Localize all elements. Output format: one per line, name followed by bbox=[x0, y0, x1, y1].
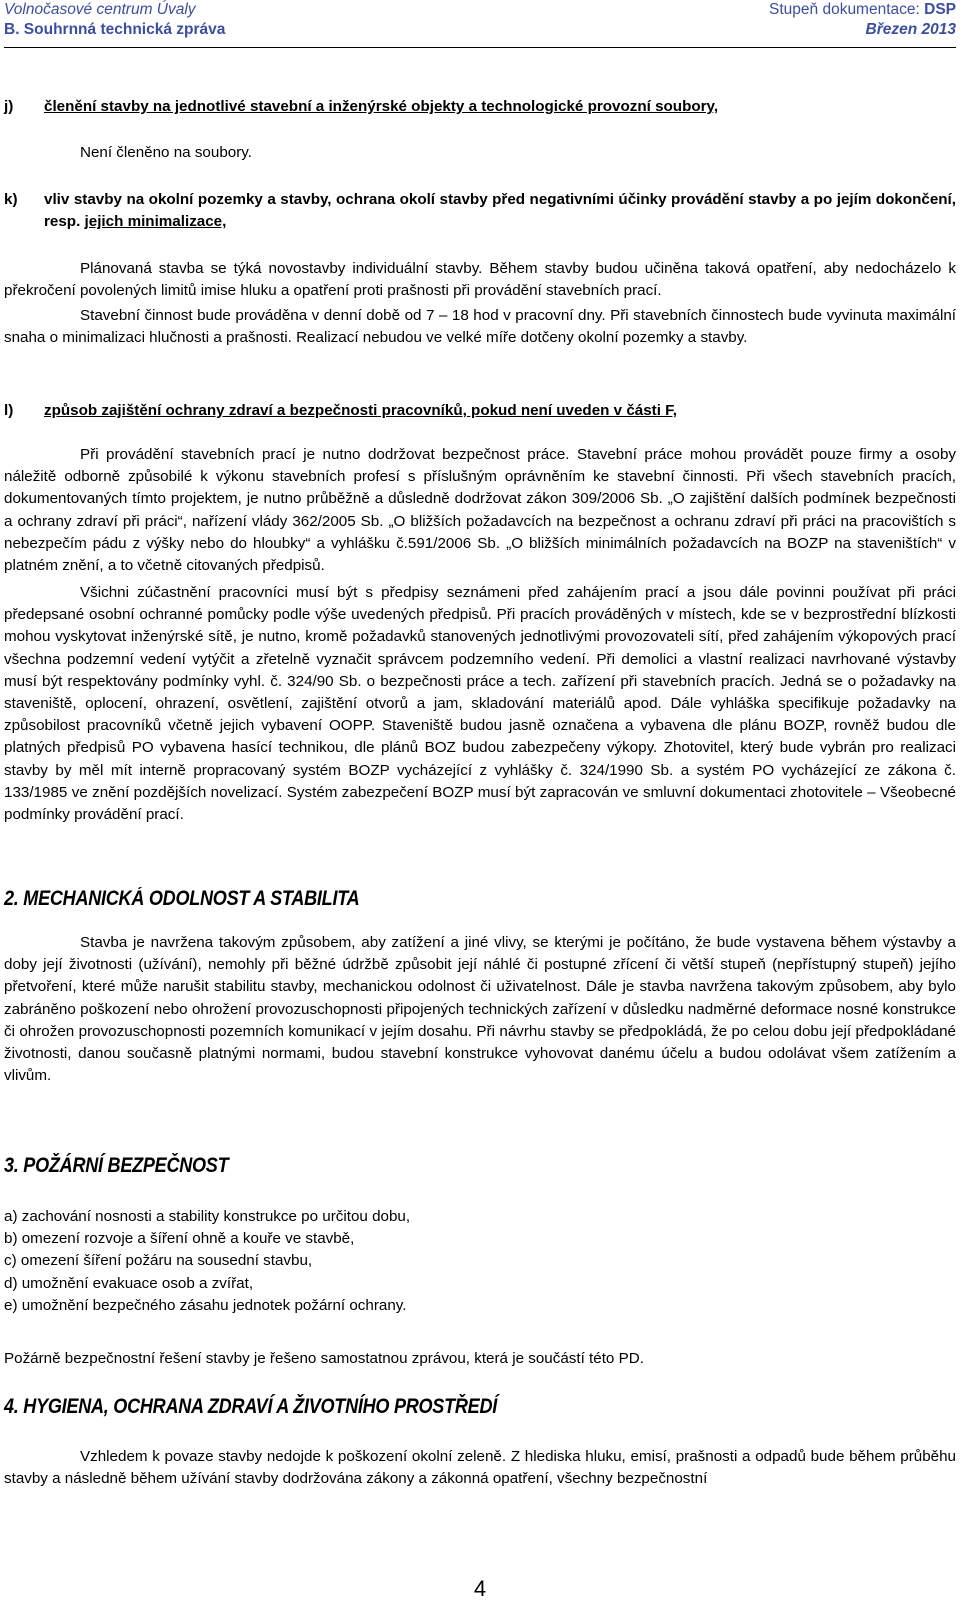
header-organization: Volnočasové centrum Úvaly bbox=[4, 1, 196, 18]
section-4-heading: 4. HYGIENA, OCHRANA ZDRAVÍ A ŽIVOTNÍHO PROSTŘEDÍ bbox=[4, 1395, 497, 1418]
item-k-paragraph-2: Stavební činnost bude prováděna v denní době od 7 – 18 hod v pracovní dny. Při stavebních činnostech bude vyvinuta maximální snaha o minimalizaci hlučnosti a prašnosti. Realizací nebudou ve velké míře dotčeny okolní pozemky a stavby. bbox=[4, 307, 956, 347]
list-item: b) omezení rozvoje a šíření ohně a kouře ve stavbě, bbox=[4, 1230, 355, 1248]
section-2-heading: 2. MECHANICKÁ ODOLNOST A STABILITA bbox=[4, 887, 360, 910]
list-item: e) umožnění bezpečného zásahu jednotek požární ochrany. bbox=[4, 1296, 407, 1314]
header-date: Březen 2013 bbox=[865, 21, 956, 38]
section-2-paragraph: Stavba je navržena takovým způsobem, aby zatížení a jiné vlivy, se kterými je počítáno, že bude vystavena během výstavby a doby její životnosti (užívání), nemohly při běžné údržbě způsobit její náhlé či postupné zřícení či větší stupeň (nepřístupný stupeň) jejího přetvoření, které může narušit stabilitu stavby, mechanickou odolnost či uživatelnost. Dále je stavba navržena takovým způsobem, aby bylo zabráněno poškození nebo ohrožení provozuschopnosti připojených technických zařízení v důsledku nadměrné deformace nosné konstrukce či ohrožen provozuschopnosti pozemních komunikací v jejím dosahu. Při návrhu stavby se předpokládá, že po celou dobu její předpokládané životnosti, danou současně platnými normami, budou stavební konstrukce vyhovovat danému účelu a budou odolávat všem zatížením a vlivům. bbox=[4, 934, 956, 1085]
page-header bbox=[4, 0, 956, 48]
item-l-paragraph-1: Při provádění stavebních prací je nutno dodržovat bezpečnost práce. Stavební práce mohou provádět pouze firmy a osoby náležitě odborně způsobilé k výkonu stavebních profesí s příslušným oprávněním ke stavební činnosti. Při všech stavebních pracích, dokumentovaných tímto projektem, je nutno průběžně a důsledně dodržovat zákon 309/2006 Sb. „O zajištění dalších podmínek bezpečnosti a ochrany zdraví při práci“, nařízení vlády 362/2005 Sb. „O bližších požadavcích na bezpečnost a ochranu zdraví při práci na pracovištích s nebezpečím pádu z výšky nebo do hloubky“ a vyhlášku č.591/2006 Sb. „O bližších minimálních požadavcích na BOZP na staveništích“ v platném znění, a to včetně citovaných předpisů. bbox=[4, 446, 956, 575]
item-k-paragraph-1: Plánovaná stavba se týká novostavby individuální stavby. Během stavby budou učiněna taková opatření, aby nedocházelo k překročení povolených limitů imise hluku a opatření proti prašnosti při provádění stavebních prací. bbox=[4, 260, 956, 300]
page-number: 4 bbox=[473, 1576, 487, 1601]
header-document-title: B. Souhrnná technická zpráva bbox=[4, 21, 226, 38]
list-item: a) zachování nosnosti a stability konstrukce po určitou dobu, bbox=[4, 1208, 411, 1225]
header-stage: Stupeň dokumentace: DSP bbox=[769, 1, 956, 18]
section-3-heading: 3. POŽÁRNÍ BEZPEČNOST bbox=[4, 1154, 229, 1177]
item-j-heading: j) členění stavby na jednotlivé stavební a inženýrské objekty a technologické provozní soubory, bbox=[4, 98, 719, 115]
list-item: c) omezení šíření požáru na sousední stavbu, bbox=[4, 1252, 313, 1270]
section-3-list bbox=[4, 1206, 956, 1317]
list-item: d) umožnění evakuace osob a zvířat, bbox=[4, 1274, 254, 1292]
item-j-text: Není členěno na soubory. bbox=[80, 144, 252, 161]
section-4-paragraph: Vzhledem k povaze stavby nedojde k poškození okolní zeleně. Z hlediska hluku, emisí, prašnosti a odpadů bude během průběhu stavby a následně během užívání stavby dodržována zákony a zákonná opatření, všechny bezpečnostní bbox=[4, 1448, 956, 1488]
item-k-heading: k) vliv stavby na okolní pozemky a stavby, ochrana okolí stavby před negativními účinky provádění stavby a po jejím dokončení, resp. jejich minimalizace, bbox=[4, 191, 956, 231]
item-l-heading: l) způsob zajištění ochrany zdraví a bezpečnosti pracovníků, pokud není uveden v části F, bbox=[4, 402, 677, 419]
item-l-paragraph-2: Všichni zúčastnění pracovníci musí být s předpisy seznámeni před zahájením prací a jsou dále povinni používat při práci předepsané osobní ochranné pomůcky podle výše uvedených předpisů. Při pracích prováděných v místech, kde se v bezprostřední blízkosti mohou vyskytovat inženýrské sítě, je nutno, kromě požadavků stanovených jednotlivými provozovateli sítí, před zahájením výkopových prací všechna podzemní vedení vytýčit a zřetelně vyznačit správcem podzemního vedení. Při demolici a vlastní realizaci navrhované výstavby musí být respektovány podmínky vyhl. č. 324/90 Sb. o bezpečnosti práce a tech. zařízení při stavebních pracích. Jedná se o požadavky na staveniště, oplocení, ohrazení, osvětlení, zajištění otvorů a jam, skladování materiálů apod. Dále vyhláška specifikuje požadavky na způsobilost pracovníků včetně jejich vybavení OOPP. Staveniště budou jasně označena a vybavena dle plánu BOZP, rovněž budou dle platných předpisů PO vybavena hasící technikou, dle plánů BOZ budou zabezpečeny výkopy. Zhotovitel, který bude vybrán pro realizaci stavby by měl mít interně propracovaný systém BOZP vycházející z vyhlášky č. 324/1990 Sb. a systém PO vycházející ze zákona č. 133/1985 ve znění pozdějších novelizací. Systém zabezpečení BOZP musí být zapracován ve smluvní dokumentaci zhotovitele – Všeobecné podmínky provádění prací. bbox=[4, 584, 956, 824]
section-3-paragraph: Požárně bezpečnostní řešení stavby je řešeno samostatnou zprávou, která je součástí této PD. bbox=[4, 1350, 644, 1367]
